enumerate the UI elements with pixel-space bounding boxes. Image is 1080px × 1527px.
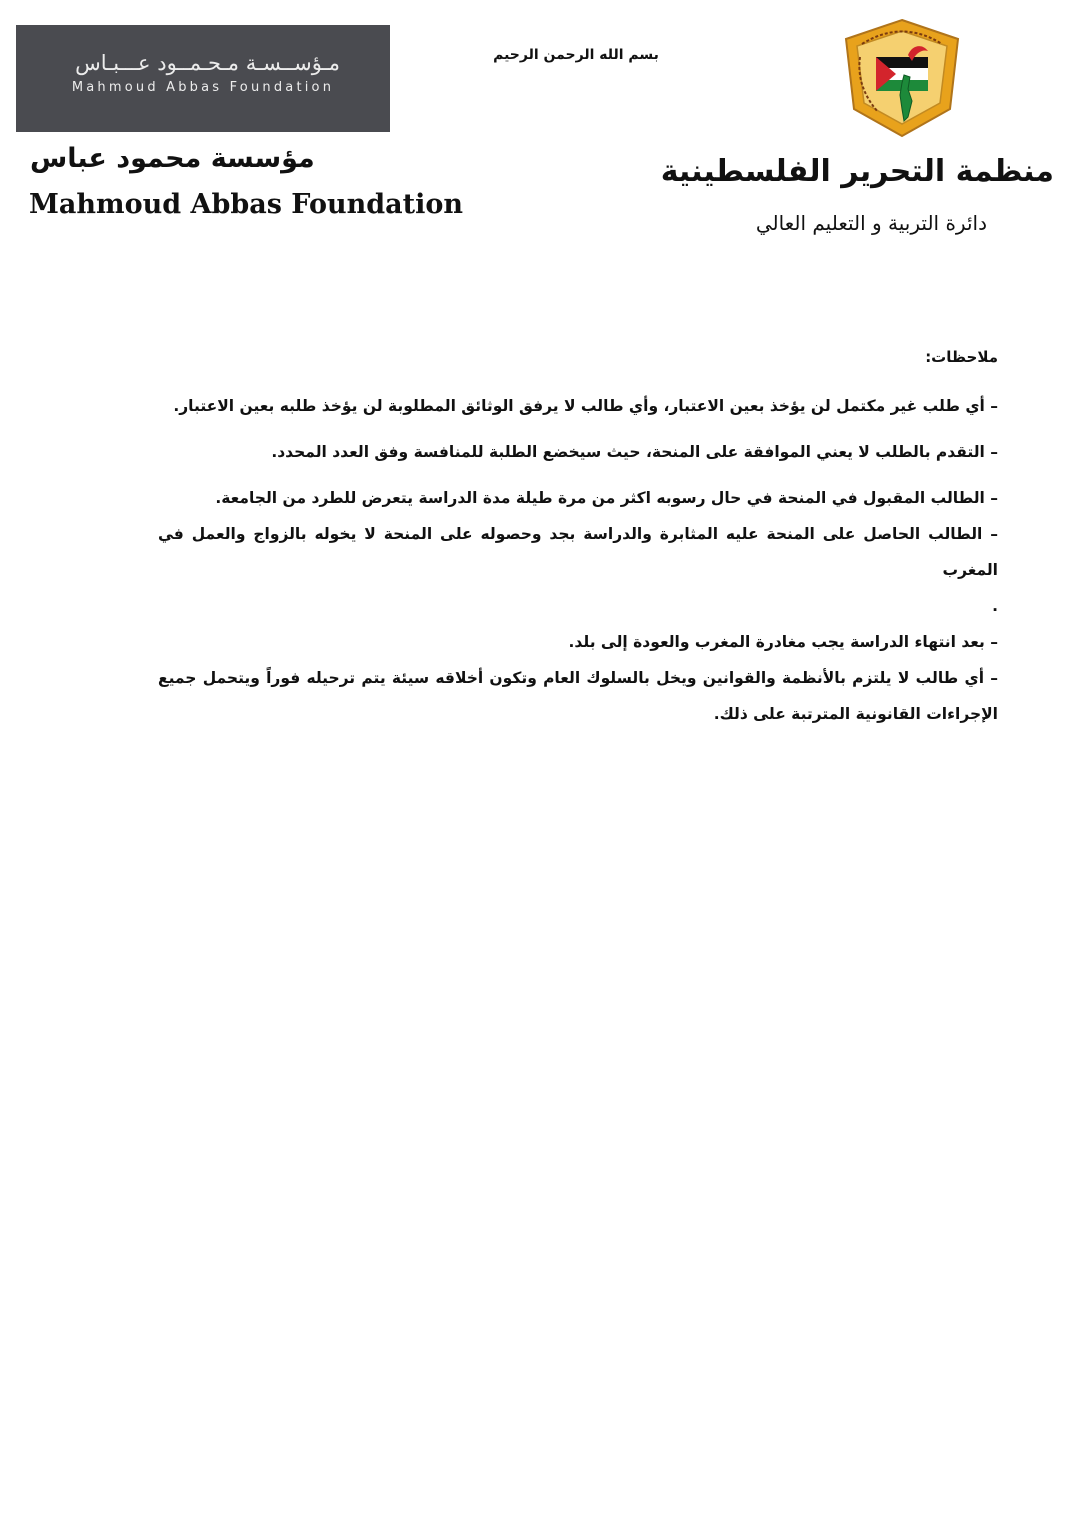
note-item: – أي طلب غير مكتمل لن يؤخذ بعين الاعتبار، وأي طالب لا يرفق الوثائق المطلوبة لن يؤخذ طلبه بعين الاعتبار. <box>173 397 998 415</box>
logo-arabic-text: مـؤســسـة مـحـمــود عـــبـاس <box>75 51 340 75</box>
note-continuation: . <box>992 597 998 615</box>
plo-emblem-icon <box>838 17 966 139</box>
foundation-arabic-name: مؤسسة محمود عباس <box>30 143 315 174</box>
organization-title: منظمة التحرير الفلسطينية <box>660 154 1054 189</box>
logo-english-text: Mahmoud Abbas Foundation <box>71 80 335 95</box>
note-item: – الطالب المقبول في المنحة في حال رسوبه اكثر من مرة طيلة مدة الدراسة يتعرض للطرد من الجامعة. <box>215 489 998 507</box>
basmala: بسم الله الرحمن الرحيم <box>493 47 659 63</box>
note-item: – الطالب الحاصل على المنحة عليه المثابرة والدراسة بجد وحصوله على المنحة لا يخوله بالزواج والعمل في المغرب <box>158 525 998 579</box>
note-item: – بعد انتهاء الدراسة يجب مغادرة المغرب والعودة إلى بلد. <box>568 633 998 651</box>
note-item: – التقدم بالطلب لا يعني الموافقة على المنحة، حيث سيخضع الطلبة للمنافسة وفق العدد المحدد. <box>271 443 998 461</box>
foundation-logo-box <box>16 25 390 132</box>
notes-section <box>158 348 998 732</box>
department-name: دائرة التربية و التعليم العالي <box>755 211 987 235</box>
foundation-english-name: Mahmoud Abbas Foundation <box>29 189 464 220</box>
notes-heading: ملاحظات: <box>925 348 998 366</box>
note-item: – أي طالب لا يلتزم بالأنظمة والقوانين ويخل بالسلوك العام وتكون أخلاقه سيئة يتم ترحيله فوراً ويتحمل جميع الإجراءات القانونية المترتبة على ذلك. <box>158 669 998 723</box>
